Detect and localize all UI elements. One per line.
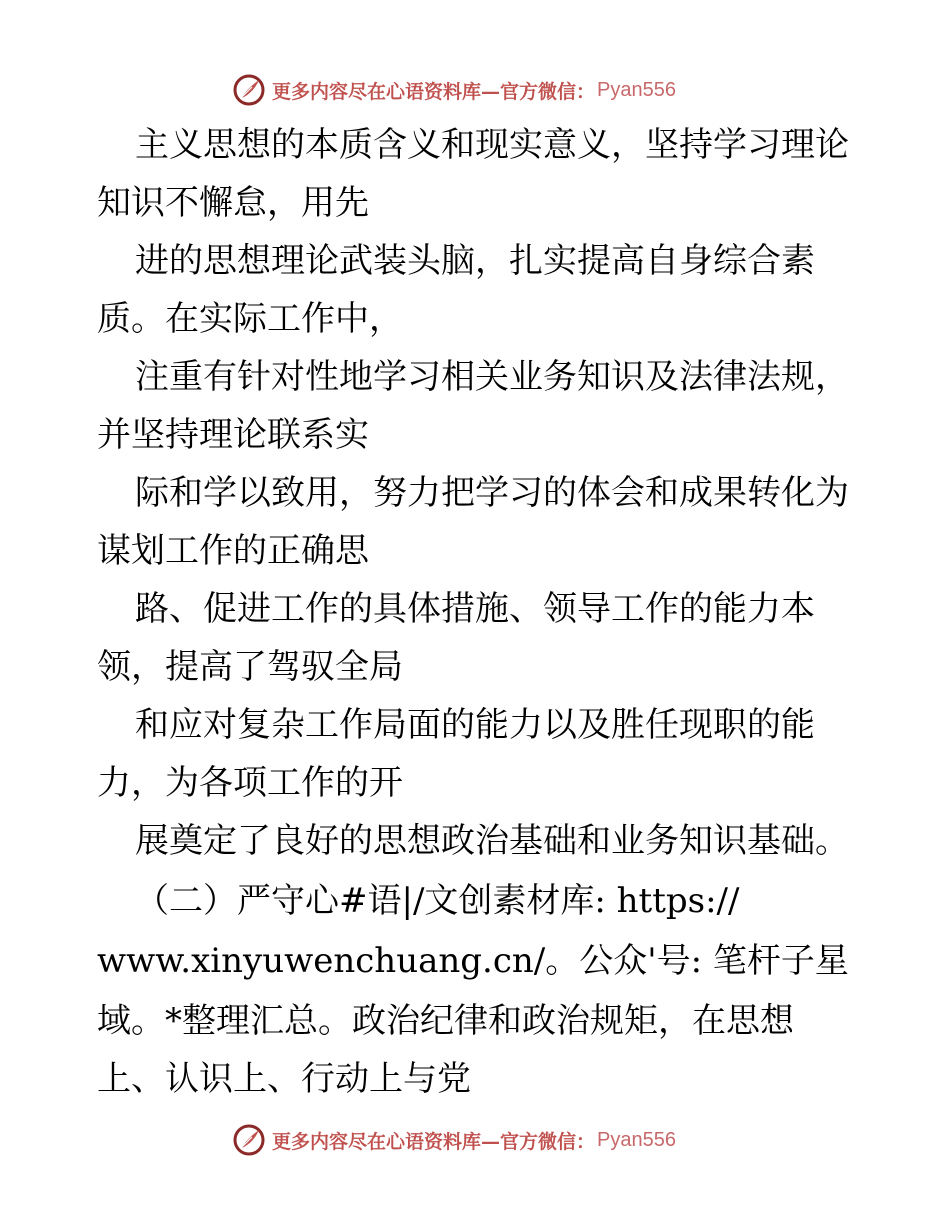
section-heading-line: （二）严守心#语|/文创素材库: https://	[135, 881, 740, 921]
body-line: 展奠定了良好的思想政治基础和业务知识基础。	[135, 821, 849, 861]
body-line: 进的思想理论武装头脑，扎实提高自身综合素	[135, 241, 815, 281]
watermark-header	[232, 70, 676, 110]
watermark-text: 更多内容尽在心语资料库—官方微信：	[272, 1130, 596, 1153]
body-line: 并坚持理论联系实	[97, 415, 369, 455]
document-body	[97, 116, 907, 1108]
body-line: 域。*整理汇总。政治纪律和政治规矩，在思想	[97, 1001, 794, 1041]
body-line: 力，为各项工作的开	[97, 763, 403, 803]
body-line: 上、认识上、行动上与党	[97, 1059, 471, 1099]
watermark-text: 更多内容尽在心语资料库—官方微信：	[272, 80, 596, 103]
body-line: 主义思想的本质含义和现实意义，坚持学习理论	[135, 125, 849, 165]
watermark-account: Pyan556	[597, 78, 676, 101]
body-line: www.xinyuwenchuang.cn/。公众'号: 笔杆子星	[97, 941, 849, 981]
body-line: 注重有针对性地学习相关业务知识及法律法规，	[135, 357, 849, 397]
feather-pen-logo-icon	[232, 73, 266, 107]
watermark-account: Pyan556	[597, 1128, 676, 1151]
body-line: 路、促进工作的具体措施、领导工作的能力本	[135, 589, 815, 629]
body-line: 质。在实际工作中，	[97, 299, 403, 339]
body-line: 际和学以致用，努力把学习的体会和成果转化为	[135, 473, 849, 513]
feather-pen-logo-icon	[232, 1123, 266, 1157]
body-line: 领，提高了驾驭全局	[97, 647, 403, 687]
watermark-footer	[232, 1120, 676, 1160]
body-line: 和应对复杂工作局面的能力以及胜任现职的能	[135, 705, 815, 745]
body-line: 知识不懈怠，用先	[97, 183, 369, 223]
body-line: 谋划工作的正确思	[97, 531, 369, 571]
